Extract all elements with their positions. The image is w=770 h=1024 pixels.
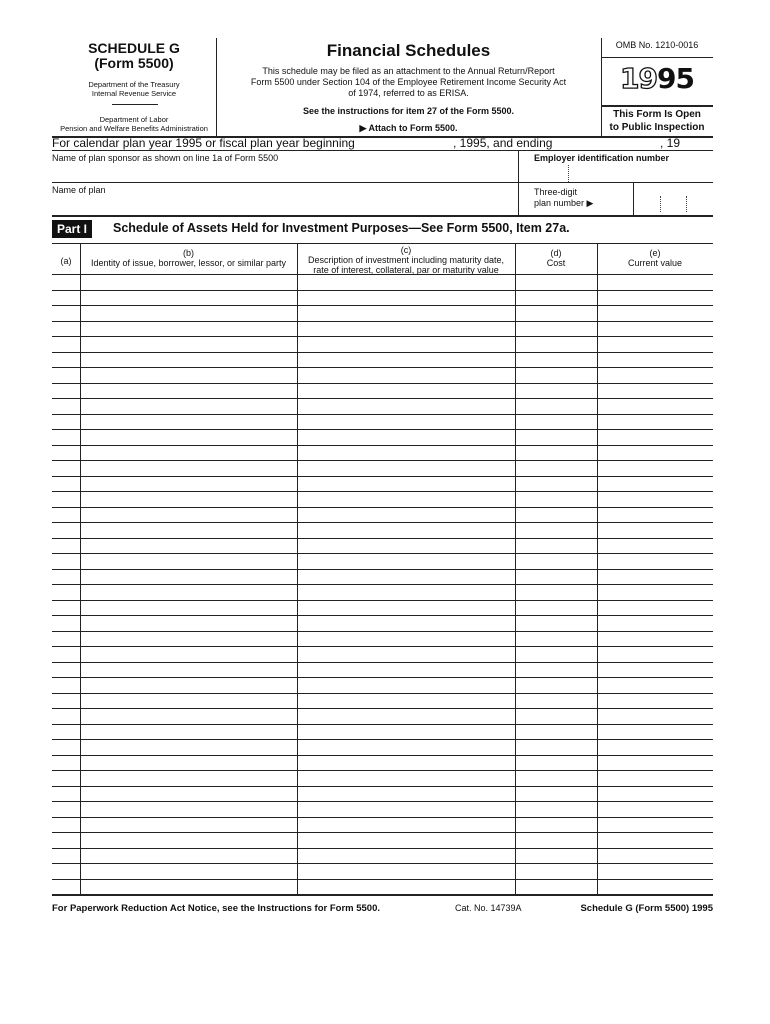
table-row[interactable] bbox=[52, 662, 713, 663]
year-prefix: 19 bbox=[620, 62, 657, 95]
table-row[interactable] bbox=[52, 507, 713, 508]
plan-number-label-2: plan number ▶ bbox=[534, 198, 594, 208]
table-row[interactable] bbox=[52, 429, 713, 430]
part-rule bbox=[52, 243, 713, 244]
part-badge: Part I bbox=[52, 220, 92, 238]
plan-year-beginning: For calendar plan year 1995 or fiscal plan year beginning bbox=[52, 136, 355, 150]
treasury-label: Department of the Treasury bbox=[88, 80, 180, 89]
table-row[interactable] bbox=[52, 786, 713, 787]
part-title: Schedule of Assets Held for Investment Purposes—See Form 5500, Item 27a. bbox=[113, 221, 570, 235]
table-row[interactable] bbox=[52, 708, 713, 709]
table-row[interactable] bbox=[52, 569, 713, 570]
description-line-2: Form 5500 under Section 104 of the Employee Retirement Income Security Act bbox=[250, 77, 567, 87]
form-number: (Form 5500) bbox=[94, 55, 174, 71]
table-row[interactable] bbox=[52, 305, 713, 306]
table-row[interactable] bbox=[52, 863, 713, 864]
table-row[interactable] bbox=[52, 352, 713, 353]
sponsor-rule[interactable] bbox=[52, 182, 713, 183]
table-row[interactable] bbox=[52, 398, 713, 399]
catalog-number: Cat. No. 14739A bbox=[455, 903, 522, 913]
col-d-letter: (d) bbox=[550, 248, 562, 258]
plan-number-sep-2 bbox=[686, 196, 687, 212]
table-row[interactable] bbox=[52, 724, 713, 725]
table-row[interactable] bbox=[52, 383, 713, 384]
col-c-desc-2: rate of interest, collateral, par or maturity value bbox=[313, 265, 499, 275]
table-row[interactable] bbox=[52, 476, 713, 477]
table-row[interactable] bbox=[52, 491, 713, 492]
year-divider bbox=[601, 105, 713, 107]
tax-year bbox=[601, 62, 713, 95]
table-row[interactable] bbox=[52, 646, 713, 647]
table-row[interactable] bbox=[52, 538, 713, 539]
table-row[interactable] bbox=[52, 615, 713, 616]
public-inspection-1: This Form Is Open bbox=[613, 109, 701, 120]
description-line-3: of 1974, referred to as ERISA. bbox=[348, 88, 469, 98]
ein-separator bbox=[568, 165, 569, 182]
table-row[interactable] bbox=[52, 755, 713, 756]
table-row[interactable] bbox=[52, 367, 713, 368]
table-row[interactable] bbox=[52, 584, 713, 585]
table-row[interactable] bbox=[52, 522, 713, 523]
attach-note: ▶ Attach to Form 5500. bbox=[359, 123, 458, 133]
omb-number: OMB No. 1210-0016 bbox=[615, 40, 699, 50]
col-d-desc: Cost bbox=[546, 258, 566, 268]
table-row[interactable] bbox=[52, 770, 713, 771]
table-row[interactable] bbox=[52, 693, 713, 694]
table-row[interactable] bbox=[52, 677, 713, 678]
paperwork-notice: For Paperwork Reduction Act Notice, see the Instructions for Form 5500. bbox=[52, 903, 380, 914]
page-title: Financial Schedules bbox=[326, 41, 491, 60]
col-b-letter: (b) bbox=[183, 248, 194, 258]
public-inspection-2: to Public Inspection bbox=[609, 122, 705, 133]
table-row[interactable] bbox=[52, 290, 713, 291]
plan-number-sep-1 bbox=[660, 196, 661, 212]
plan-year-rule bbox=[52, 150, 713, 151]
instructions-note: See the instructions for item 27 of the Form 5500. bbox=[302, 106, 515, 116]
table-bottom-rule bbox=[52, 894, 713, 896]
description-line-1: This schedule may be filed as an attachment to the Annual Return/Report bbox=[262, 66, 555, 76]
table-row[interactable] bbox=[52, 848, 713, 849]
irs-label: Internal Revenue Service bbox=[91, 89, 177, 98]
table-row[interactable] bbox=[52, 460, 713, 461]
table-row[interactable] bbox=[52, 336, 713, 337]
dept-divider bbox=[112, 104, 158, 105]
table-row[interactable] bbox=[52, 817, 713, 818]
table-row[interactable] bbox=[52, 414, 713, 415]
plan-year-nineteen: , 19 bbox=[660, 136, 681, 150]
plan-rule bbox=[52, 215, 713, 217]
plan-year-ending: , 1995, and ending bbox=[453, 136, 553, 150]
col-a-letter: (a) bbox=[60, 256, 72, 266]
table-row[interactable] bbox=[52, 600, 713, 601]
plan-number-label-1: Three-digit bbox=[534, 187, 578, 197]
col-c-letter: (c) bbox=[400, 245, 412, 255]
labor-label: Department of Labor bbox=[99, 115, 169, 124]
col-e-desc: Current value bbox=[627, 258, 683, 268]
form-footer-id: Schedule G (Form 5500) 1995 bbox=[580, 903, 713, 914]
col-c-desc: Description of investment including maturity date, bbox=[307, 255, 505, 265]
table-row[interactable] bbox=[52, 879, 713, 880]
omb-divider bbox=[601, 57, 713, 58]
table-row[interactable] bbox=[52, 832, 713, 833]
year-suffix: 95 bbox=[657, 62, 694, 95]
col-b-desc: Identity of issue, borrower, lessor, or similar party bbox=[90, 258, 287, 268]
ein-label: Employer identification number bbox=[534, 153, 670, 163]
table-row[interactable] bbox=[52, 321, 713, 322]
col-e-letter: (e) bbox=[649, 248, 661, 258]
sponsor-label: Name of plan sponsor as shown on line 1a of Form 5500 bbox=[52, 153, 279, 163]
plan-number-box bbox=[633, 182, 634, 215]
schedule-name: SCHEDULE G bbox=[88, 40, 180, 56]
table-row[interactable] bbox=[52, 274, 713, 275]
table-row[interactable] bbox=[52, 801, 713, 802]
table-row[interactable] bbox=[52, 553, 713, 554]
plan-name-label: Name of plan bbox=[52, 185, 106, 195]
pwba-label: Pension and Welfare Benefits Administration bbox=[60, 124, 208, 133]
table-row[interactable] bbox=[52, 631, 713, 632]
table-row[interactable] bbox=[52, 445, 713, 446]
table-row[interactable] bbox=[52, 739, 713, 740]
